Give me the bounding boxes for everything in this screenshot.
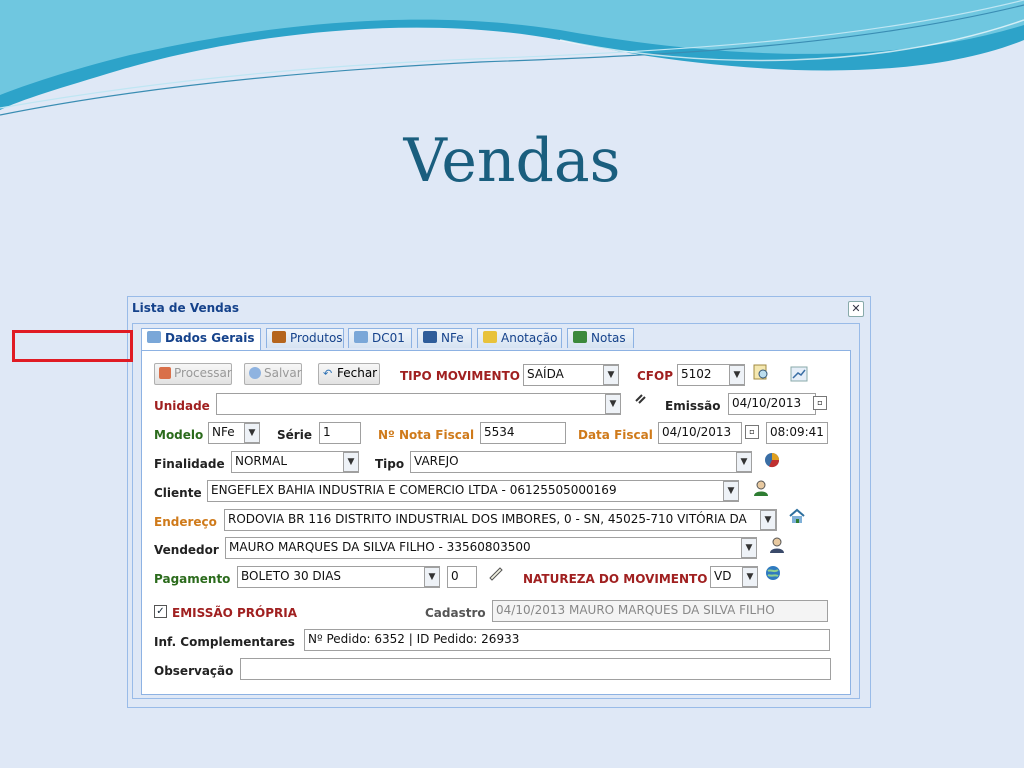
chevron-down-icon[interactable]: ▼ (760, 510, 776, 530)
processar-label: Processar (174, 366, 232, 380)
salvar-button[interactable] (244, 363, 302, 385)
data-fiscal-date-input[interactable]: 04/10/2013 (658, 422, 742, 444)
link-icon[interactable] (632, 391, 650, 409)
observacao-label: Observação (154, 664, 234, 678)
pie-chart-icon[interactable] (763, 451, 781, 469)
calendar-icon[interactable]: ▫ (745, 425, 759, 439)
tab-nfe[interactable] (417, 328, 472, 348)
tab-notas[interactable] (567, 328, 634, 348)
cadastro-readonly-field: 04/10/2013 MAURO MARQUES DA SILVA FILHO (492, 600, 828, 622)
inf-complementares-input[interactable]: Nº Pedido: 6352 | ID Pedido: 26933 (304, 629, 830, 651)
natureza-label: NATUREZA DO MOVIMENTO (523, 572, 708, 586)
close-icon[interactable]: ✕ (848, 301, 864, 317)
chevron-down-icon[interactable]: ▼ (736, 452, 752, 472)
data-fiscal-label: Data Fiscal (578, 428, 653, 442)
endereco-label: Endereço (154, 515, 217, 529)
processar-button[interactable] (154, 363, 232, 385)
tipo-movimento-select[interactable]: SAÍDA (523, 364, 619, 386)
tab-label: Produtos (290, 331, 343, 345)
tab-label: Dados Gerais (165, 331, 255, 345)
modelo-select[interactable]: NFe (208, 422, 260, 444)
tipo-select[interactable]: VAREJO (410, 451, 752, 473)
seller-user-icon[interactable] (768, 536, 786, 554)
tipo-label: Tipo (375, 457, 405, 471)
chevron-down-icon[interactable]: ▼ (603, 365, 619, 385)
finalidade-label: Finalidade (154, 457, 225, 471)
unidade-label: Unidade (154, 399, 210, 413)
cliente-label: Cliente (154, 486, 202, 500)
modelo-label: Modelo (154, 428, 204, 442)
tab-dc01[interactable] (348, 328, 412, 348)
cfop-label: CFOP (637, 369, 673, 383)
window-title: Lista de Vendas (132, 301, 239, 315)
fechar-label: Fechar (337, 366, 378, 380)
lista-de-vendas-window (127, 296, 871, 708)
chevron-down-icon[interactable]: ▼ (723, 481, 739, 501)
nota-fiscal-input[interactable]: 5534 (480, 422, 566, 444)
endereco-select[interactable]: RODOVIA BR 116 DISTRITO INDUSTRIAL DOS IMBORES, 0 - SN, 45025-710 VITÓRIA DA (224, 509, 777, 531)
cfop-input[interactable]: 5102 (677, 364, 745, 386)
parcelas-input[interactable]: 0 (447, 566, 477, 588)
emissao-propria-checkbox[interactable]: ✓ (154, 605, 167, 618)
fechar-button[interactable] (318, 363, 380, 385)
home-address-icon[interactable] (788, 507, 806, 525)
emissao-propria-label: EMISSÃO PRÓPRIA (172, 606, 298, 620)
tab-label: Anotação (501, 331, 558, 345)
chevron-down-icon[interactable]: ▼ (244, 423, 260, 443)
serie-input[interactable]: 1 (319, 422, 361, 444)
boxes-icon (272, 331, 286, 343)
cliente-select[interactable]: ENGEFLEX BAHIA INDUSTRIA E COMERCIO LTDA - 06125505000169 (207, 480, 739, 502)
emissao-label: Emissão (665, 399, 721, 413)
cadastro-label: Cadastro (425, 606, 486, 620)
dados-gerais-form (141, 350, 851, 695)
chart-icon[interactable] (790, 365, 808, 383)
chevron-down-icon[interactable]: ▼ (741, 538, 757, 558)
tab-produtos[interactable] (266, 328, 344, 348)
observacao-input[interactable] (240, 658, 831, 680)
serie-label: Série (277, 428, 312, 442)
highlight-box (12, 330, 133, 362)
unidade-select[interactable] (216, 393, 621, 415)
pencil-icon[interactable] (487, 565, 505, 583)
emissao-date-input[interactable]: 04/10/2013 (728, 393, 816, 415)
tipo-movimento-label: TIPO MOVIMENTO (400, 369, 520, 383)
nota-fiscal-label: Nº Nota Fiscal (378, 428, 475, 442)
back-arrow-icon: ↶ (323, 367, 333, 380)
chevron-down-icon[interactable]: ▼ (424, 567, 440, 587)
tab-panel (132, 323, 860, 699)
notepad-icon (354, 331, 368, 343)
notes-icon (573, 331, 587, 343)
salvar-label: Salvar (264, 366, 302, 380)
slide-title: Vendas (403, 126, 621, 196)
client-user-icon[interactable] (752, 479, 770, 497)
search-document-icon[interactable] (752, 363, 770, 381)
chevron-down-icon[interactable]: ▼ (605, 394, 621, 414)
note-icon (483, 331, 497, 343)
pagamento-label: Pagamento (154, 572, 231, 586)
vendedor-label: Vendedor (154, 543, 219, 557)
pagamento-select[interactable]: BOLETO 30 DIAS (237, 566, 440, 588)
processar-icon (159, 367, 171, 379)
hora-fiscal-input[interactable]: 08:09:41 (766, 422, 828, 444)
check-icon (249, 367, 261, 379)
chevron-down-icon[interactable]: ▼ (742, 567, 758, 587)
form-icon (423, 331, 437, 343)
chevron-down-icon[interactable]: ▼ (729, 365, 745, 385)
tab-dados-gerais[interactable] (141, 328, 261, 351)
vendedor-select[interactable]: MAURO MARQUES DA SILVA FILHO - 33560803500 (225, 537, 757, 559)
inf-complementares-label: Inf. Complementares (154, 635, 295, 649)
calendar-icon[interactable]: ▫ (813, 396, 827, 410)
header-swoosh-decoration (0, 0, 1024, 130)
chevron-down-icon[interactable]: ▼ (343, 452, 359, 472)
tab-label: DC01 (372, 331, 405, 345)
natureza-select[interactable]: VD (710, 566, 758, 588)
finalidade-select[interactable]: NORMAL (231, 451, 359, 473)
tab-anotacao[interactable] (477, 328, 562, 348)
globe-icon[interactable] (764, 564, 782, 582)
tab-label: Notas (591, 331, 626, 345)
notepad-icon (147, 331, 161, 343)
tab-label: NFe (441, 331, 464, 345)
